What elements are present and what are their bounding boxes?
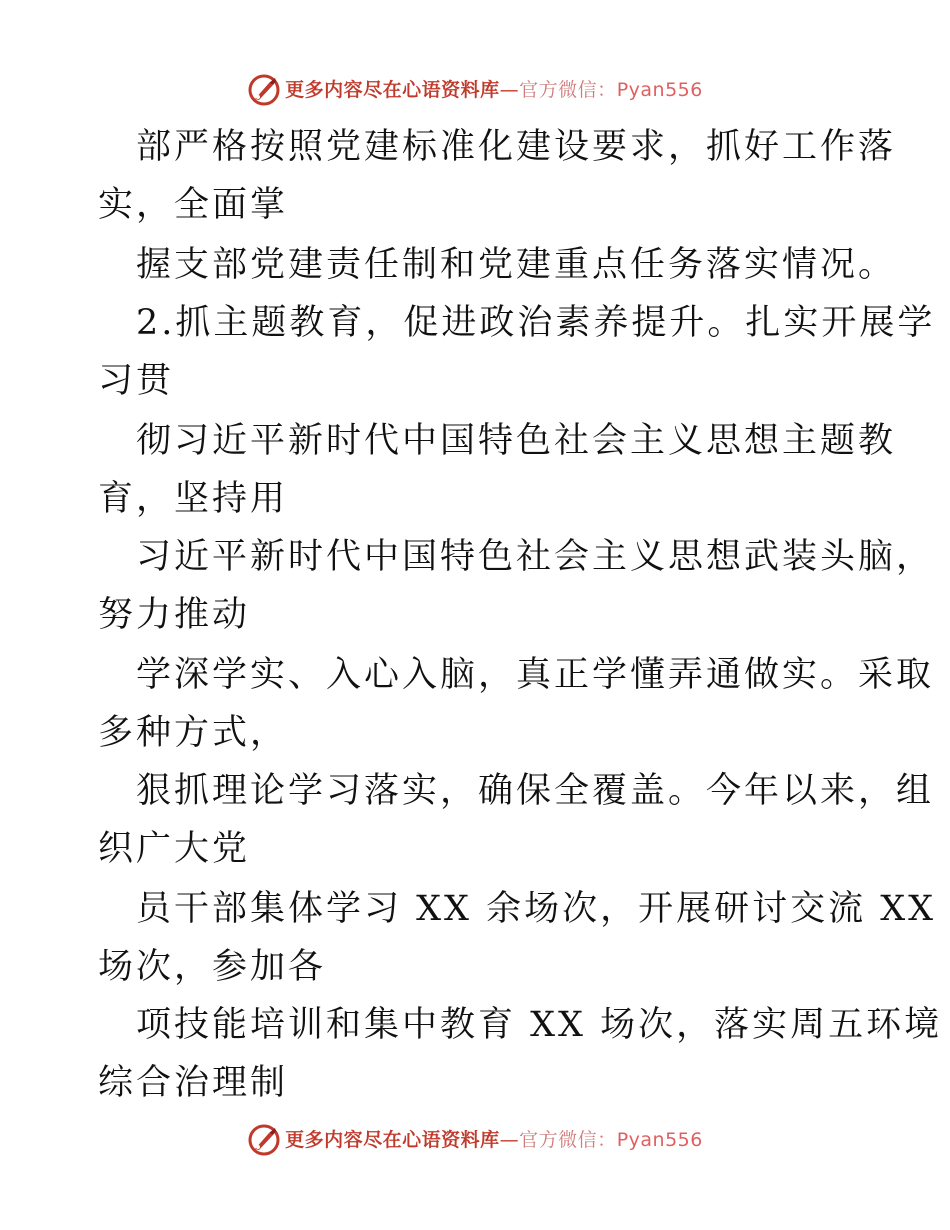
footer-dash: — [499, 1129, 520, 1151]
header-site-name: 更多内容尽在心语资料库 [285, 79, 500, 101]
footer-site-name: 更多内容尽在心语资料库 [285, 1129, 500, 1151]
body-line: 项技能培训和集中教育 XX 场次，落实周五环境 [136, 1005, 943, 1045]
quill-pen-logo-icon [247, 1123, 281, 1157]
footer-text [285, 1122, 703, 1158]
footer-banner [0, 1122, 950, 1158]
body-line: 握支部党建责任制和党建重点任务落实情况。 [136, 245, 897, 285]
header-wechat-id: Pyan556 [616, 79, 703, 101]
body-line: 学深学实、入心入脑，真正学懂弄通做实。采取 [136, 655, 935, 695]
header-dash: — [499, 79, 520, 101]
body-line: 多种方式， [98, 713, 289, 753]
body-line: 习贯 [98, 361, 175, 401]
footer-wechat-id: Pyan556 [616, 1129, 703, 1151]
body-line: 彻习近平新时代中国特色社会主义思想主题教 [136, 421, 897, 461]
body-line: 2.抓主题教育，促进政治素养提升。扎实开展学 [136, 303, 936, 343]
footer-wechat-label: 官方微信： [519, 1129, 617, 1151]
body-line: 员干部集体学习 XX 余场次，开展研讨交流 XX [136, 889, 937, 929]
body-line: 育，坚持用 [98, 479, 289, 519]
body-line: 习近平新时代中国特色社会主义思想武装头脑， [136, 537, 935, 577]
body-line: 狠抓理论学习落实，确保全覆盖。今年以来，组 [136, 771, 935, 811]
header-banner [0, 72, 950, 108]
body-line: 努力推动 [98, 595, 251, 635]
quill-pen-logo-icon [247, 73, 281, 107]
body-line: 场次，参加各 [98, 947, 327, 987]
header-text [285, 72, 703, 108]
body-line: 综合治理制 [98, 1063, 289, 1103]
body-line: 部严格按照党建标准化建设要求，抓好工作落 [136, 127, 897, 167]
body-line: 织广大党 [98, 829, 251, 869]
document-body [0, 118, 950, 1108]
header-wechat-label: 官方微信： [519, 79, 617, 101]
body-line: 实，全面掌 [98, 185, 289, 225]
